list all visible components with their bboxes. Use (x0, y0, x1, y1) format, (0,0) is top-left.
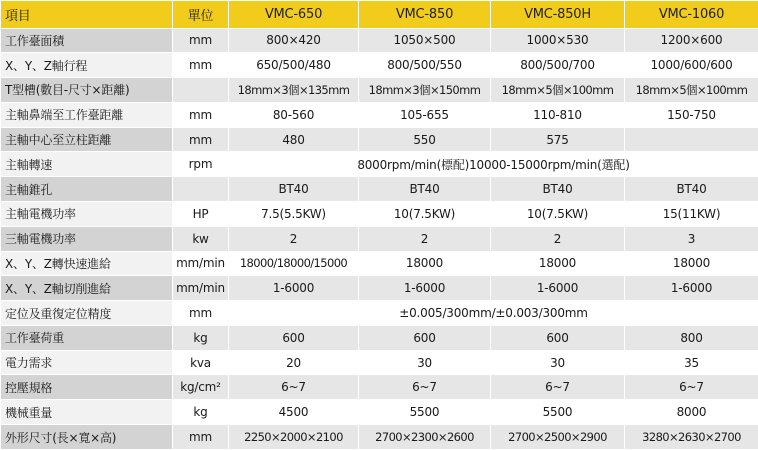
spec-table-body (1, 1, 758, 450)
row-value: 30 (359, 350, 491, 375)
row-label: 電力需求 (1, 350, 173, 375)
row-value: 600 (359, 325, 491, 350)
row-unit: mm/min (173, 251, 229, 276)
row-value: 6~7 (625, 375, 758, 400)
header-model-vmc-850h: VMC-850H (491, 1, 625, 29)
header-row (1, 1, 758, 29)
row-label: 主軸電機功率 (1, 202, 173, 227)
row-merged-value: 8000rpm/min(標配)10000-15000rpm/min(選配) (229, 152, 758, 177)
row-label: X、Y、Z軸切削進給 (1, 276, 173, 301)
row-value: 600 (491, 325, 625, 350)
row-value: 10(7.5KW) (359, 202, 491, 227)
row-value: 20 (229, 350, 359, 375)
row-value: 1-6000 (491, 276, 625, 301)
row-value: 3 (625, 226, 758, 251)
row-label: 工作臺面積 (1, 28, 173, 53)
row-value: BT40 (625, 177, 758, 202)
row-value: BT40 (229, 177, 359, 202)
row-unit: mm/min (173, 276, 229, 301)
table-row (1, 152, 758, 177)
row-value: 18000 (359, 251, 491, 276)
row-value: BT40 (491, 177, 625, 202)
row-value: 480 (229, 127, 359, 152)
row-value: 575 (491, 127, 625, 152)
row-value: 5500 (359, 400, 491, 425)
row-value: 550 (359, 127, 491, 152)
row-value: 800/500/700 (491, 53, 625, 78)
header-item: 項目 (1, 1, 173, 29)
row-label: 控壓規格 (1, 375, 173, 400)
row-label: 主軸中心至立柱距離 (1, 127, 173, 152)
row-value: 18mm×5個×100mm (625, 78, 758, 103)
row-value: 10(7.5KW) (491, 202, 625, 227)
row-unit: mm (173, 102, 229, 127)
row-unit: kw (173, 226, 229, 251)
table-row (1, 400, 758, 425)
row-value: 18000/18000/15000 (229, 251, 359, 276)
row-value: 1000×530 (491, 28, 625, 53)
row-value: 1-6000 (359, 276, 491, 301)
row-value: 1-6000 (625, 276, 758, 301)
row-value: 105-655 (359, 102, 491, 127)
table-row (1, 127, 758, 152)
row-unit: kg (173, 325, 229, 350)
row-unit: rpm (173, 152, 229, 177)
row-value: 18mm×5個×100mm (491, 78, 625, 103)
row-value: 2700×2500×2900 (491, 425, 625, 450)
row-label: 主軸鼻端至工作臺距離 (1, 102, 173, 127)
row-value: 4500 (229, 400, 359, 425)
row-value: 2 (229, 226, 359, 251)
row-value: 18000 (625, 251, 758, 276)
row-value: 1000/600/600 (625, 53, 758, 78)
row-merged-value: ±0.005/300mm/±0.003/300mm (229, 301, 758, 326)
row-unit: kg/cm² (173, 375, 229, 400)
table-row (1, 425, 758, 450)
row-value: 1-6000 (229, 276, 359, 301)
row-label: X、Y、Z轉快速進給 (1, 251, 173, 276)
table-row (1, 177, 758, 202)
row-label: X、Y、Z軸行程 (1, 53, 173, 78)
row-value: 2 (491, 226, 625, 251)
row-value: 2700×2300×2600 (359, 425, 491, 450)
table-row (1, 28, 758, 53)
row-label: 三軸電機功率 (1, 226, 173, 251)
row-value: 6~7 (229, 375, 359, 400)
row-value: 18mm×3個×135mm (229, 78, 359, 103)
row-label: 機械重量 (1, 400, 173, 425)
table-row (1, 251, 758, 276)
row-value: 800×420 (229, 28, 359, 53)
row-value: 6~7 (359, 375, 491, 400)
row-value: 110-810 (491, 102, 625, 127)
row-unit: HP (173, 202, 229, 227)
row-value: 150-750 (625, 102, 758, 127)
row-value: 30 (491, 350, 625, 375)
header-model-vmc-1060: VMC-1060 (625, 1, 758, 29)
table-row (1, 325, 758, 350)
row-value: 7.5(5.5KW) (229, 202, 359, 227)
row-value: 5500 (491, 400, 625, 425)
row-unit: mm (173, 425, 229, 450)
row-value: 35 (625, 350, 758, 375)
row-unit: mm (173, 53, 229, 78)
row-value (625, 127, 758, 152)
row-value: 800 (625, 325, 758, 350)
row-label: 工作臺荷重 (1, 325, 173, 350)
row-unit: mm (173, 28, 229, 53)
header-model-vmc-650: VMC-650 (229, 1, 359, 29)
row-value: 3280×2630×2700 (625, 425, 758, 450)
row-value: BT40 (359, 177, 491, 202)
row-value: 80-560 (229, 102, 359, 127)
row-value: 650/500/480 (229, 53, 359, 78)
row-unit: kva (173, 350, 229, 375)
row-value: 800/500/550 (359, 53, 491, 78)
row-label: 主軸轉速 (1, 152, 173, 177)
row-value: 18000 (491, 251, 625, 276)
row-value: 2250×2000×2100 (229, 425, 359, 450)
row-value: 8000 (625, 400, 758, 425)
table-row (1, 375, 758, 400)
row-value: 2 (359, 226, 491, 251)
table-row (1, 53, 758, 78)
row-label: 定位及重復定位精度 (1, 301, 173, 326)
row-value: 6~7 (491, 375, 625, 400)
row-label: 主軸錐孔 (1, 177, 173, 202)
row-unit: mm (173, 301, 229, 326)
table-row (1, 350, 758, 375)
table-row (1, 202, 758, 227)
row-unit (173, 78, 229, 103)
row-value: 1200×600 (625, 28, 758, 53)
header-unit: 單位 (173, 1, 229, 29)
row-label: 外形尺寸(長×寬×高) (1, 425, 173, 450)
row-unit: mm (173, 127, 229, 152)
row-value: 600 (229, 325, 359, 350)
row-unit (173, 177, 229, 202)
table-row (1, 301, 758, 326)
table-row (1, 276, 758, 301)
row-value: 18mm×3個×150mm (359, 78, 491, 103)
row-label: T型槽(數目-尺寸×距離) (1, 78, 173, 103)
table-row (1, 78, 758, 103)
table-row (1, 226, 758, 251)
header-model-vmc-850: VMC-850 (359, 1, 491, 29)
table-row (1, 102, 758, 127)
row-unit: kg (173, 400, 229, 425)
row-value: 15(11KW) (625, 202, 758, 227)
row-value: 1050×500 (359, 28, 491, 53)
